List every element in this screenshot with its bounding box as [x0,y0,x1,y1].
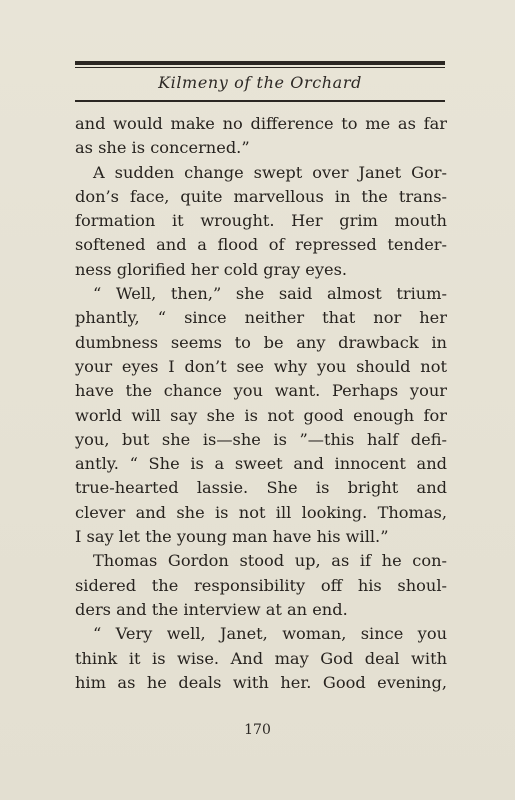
text-line: Thomas Gordon stood up, as if he con- [93,551,447,571]
text-line: dumbness seems to be any drawback in [75,332,447,352]
text-line: him as he deals with her. Good evening, [75,672,447,692]
text-line: I say let the young man have his will.” [75,527,389,547]
text-line: softened and a flood of repressed tender- [75,235,447,255]
text-line: think it is wise. And may God deal with [75,648,447,668]
text-line: antly. “ She is a sweet and innocent and [75,454,447,474]
header-rule-bottom [75,100,445,102]
text-line: don’s face, quite marvellous in the trans- [75,186,447,206]
header-rule-thin [75,67,445,68]
text-line: phantly, “ since neither that nor her [75,308,447,328]
text-line: ders and the interview at an end. [75,599,348,619]
text-line: as she is concerned.” [75,138,250,158]
text-line: sidered the responsibility off his shoul- [75,575,447,595]
text-line: have the chance you want. Perhaps your [75,381,447,401]
text-line: formation it wrought. Her grim mouth [75,211,447,231]
header-rule-thick [75,61,445,65]
text-line: ness glorified her cold gray eyes. [75,259,348,279]
text-line: true-hearted lassie. She is bright and [75,478,447,498]
running-head: Kilmeny of the Orchard [158,73,362,92]
page-number: 170 [244,722,271,738]
text-line: your eyes I don’t see why you should not [75,356,447,376]
text-line: A sudden change swept over Janet Gor- [93,162,447,182]
text-line: world will say she is not good enough for [75,405,447,425]
text-line: clever and she is not ill looking. Thomas, [75,502,447,522]
body-text [75,112,447,695]
text-line: “ Very well, Janet, woman, since you [93,624,447,644]
text-line: and would make no difference to me as far [75,114,447,133]
text-line: “ Well, then,” she said almost trium- [93,284,447,304]
text-line: you, but she is—she is ”—this half defi- [75,429,447,449]
